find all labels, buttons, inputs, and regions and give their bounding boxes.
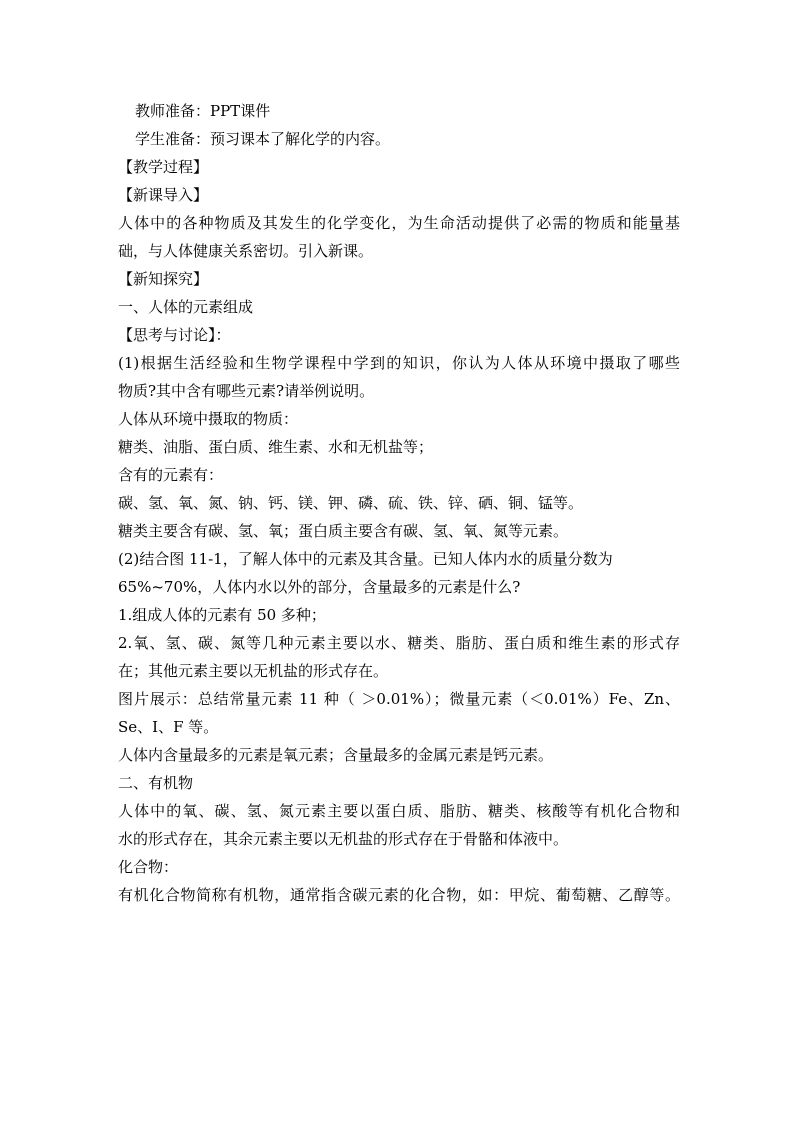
paragraph-line: 人体中的氧、碳、氢、氮元素主要以蛋白质、脂肪、糖类、核酸等有机化合物和 xyxy=(118,802,680,820)
paragraph-line: 物质?其中含有哪些元素?请举例说明。 xyxy=(118,382,375,400)
paragraph-line: 65%~70%，人体内水以外的部分，含量最多的元素是什么? xyxy=(118,578,521,596)
paragraph-line: (2)结合图 11-1，了解人体中的元素及其含量。已知人体内水的质量分数为 xyxy=(118,550,613,568)
teacher-prep: 教师准备：PPT课件 xyxy=(135,102,271,120)
paragraph-line: 人体内含量最多的元素是氧元素；含量最多的金属元素是钙元素。 xyxy=(118,746,554,764)
paragraph-line: 水的形式存在，其余元素主要以无机盐的形式存在于骨骼和体液中。 xyxy=(118,830,569,848)
paragraph-line: 1.组成人体的元素有 50 多种； xyxy=(118,606,326,624)
student-prep: 学生准备：预习课本了解化学的内容。 xyxy=(135,130,391,148)
heading-new-lesson-intro: 【新课导入】 xyxy=(118,186,209,204)
paragraph-line: 糖类、油脂、蛋白质、维生素、水和无机盐等； xyxy=(118,438,434,456)
paragraph-line: 人体中的各种物质及其发生的化学变化，为生命活动提供了必需的物质和能量基 xyxy=(118,214,680,232)
paragraph-line: 碳、氢、氧、氮、钠、钙、镁、钾、磷、硫、铁、锌、硒、铜、锰等。 xyxy=(118,494,584,512)
paragraph-line: 含有的元素有： xyxy=(118,466,224,484)
section-heading-organic: 二、有机物 xyxy=(118,774,194,792)
heading-new-knowledge: 【新知探究】 xyxy=(118,270,209,288)
document-page xyxy=(118,97,680,909)
paragraph-line: (1)根据生活经验和生物学课程中学到的知识，你认为人体从环境中摄取了哪些 xyxy=(118,354,680,372)
paragraph-line: 化合物： xyxy=(118,858,179,876)
paragraph-line: 2.氧、氢、碳、氮等几种元素主要以水、糖类、脂肪、蛋白质和维生素的形式存 xyxy=(118,634,680,652)
paragraph-line: 图片展示：总结常量元素 11 种（ ＞0.01%）；微量元素（＜0.01%）Fe、Zn、 xyxy=(118,690,680,708)
paragraph-line: Se、I、F 等。 xyxy=(118,718,219,736)
heading-think-discuss: 【思考与讨论】： xyxy=(118,326,231,344)
section-heading-elements: 一、人体的元素组成 xyxy=(118,298,254,316)
paragraph-line: 础，与人体健康关系密切。引入新课。 xyxy=(118,242,374,260)
paragraph-line: 在；其他元素主要以无机盐的形式存在。 xyxy=(118,662,389,680)
heading-teaching-process: 【教学过程】 xyxy=(118,158,209,176)
paragraph-line: 糖类主要含有碳、氢、氧；蛋白质主要含有碳、氢、氧、氮等元素。 xyxy=(118,522,569,540)
paragraph-line: 有机化合物简称有机物，通常指含碳元素的化合物，如：甲烷、葡萄糖、乙醇等。 xyxy=(118,886,680,904)
paragraph-line: 人体从环境中摄取的物质： xyxy=(118,410,299,428)
